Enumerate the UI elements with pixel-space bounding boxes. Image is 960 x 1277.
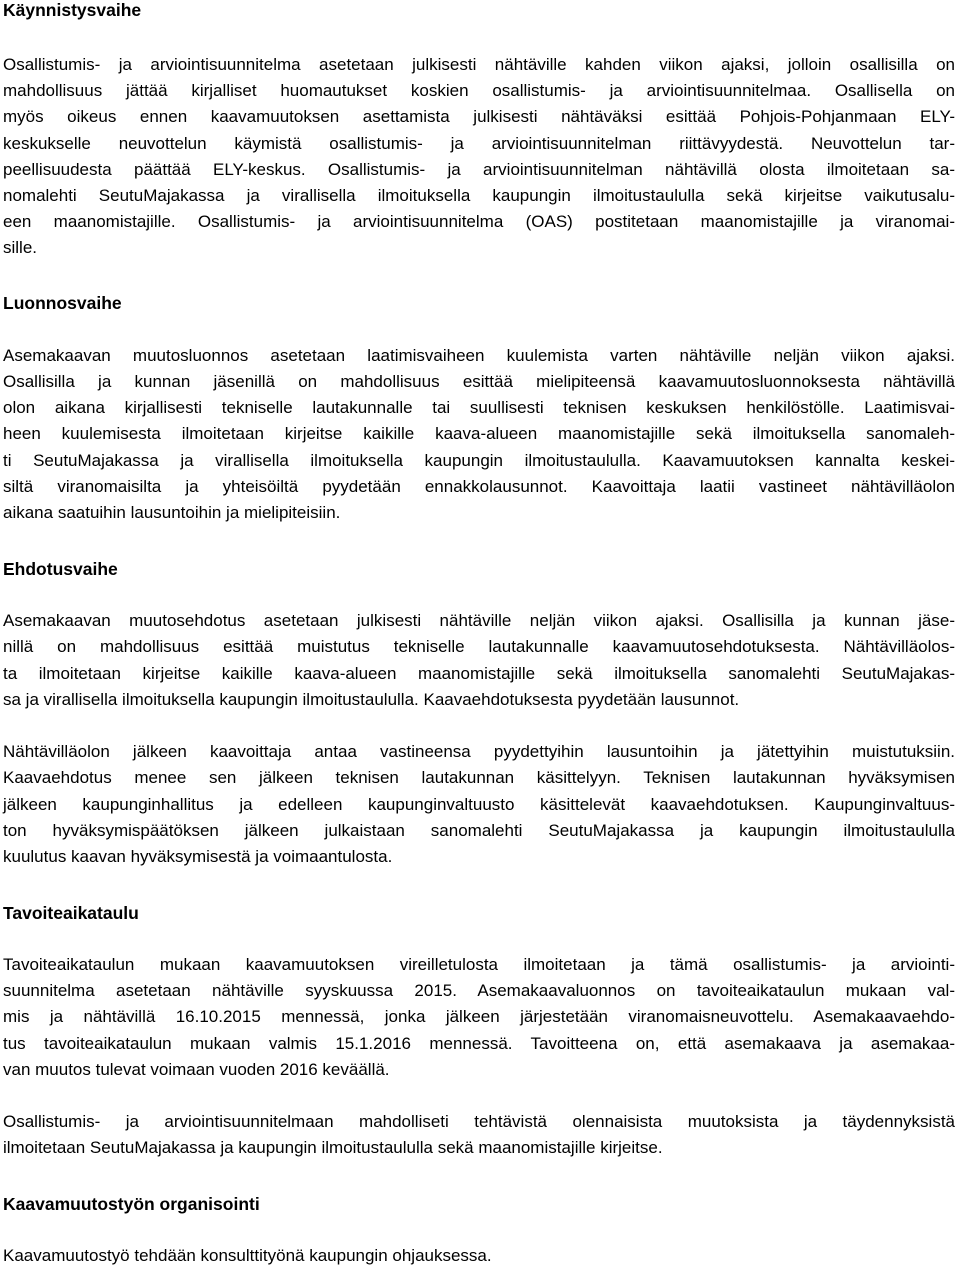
text-line: heen kuulemisesta ilmoitetaan kirjeitse kaikille kaava-alueen maanomistajille sekä ilmoituksella sanomaleh- xyxy=(3,424,955,443)
text-line: peellisuudesta päättää ELY-keskus. Osallistumis- ja arviointisuunnitelman nähtävillä olosta ilmoitetaan sa- xyxy=(3,160,955,179)
text-line: siltä viranomaisilta ja yhteisöiltä pyydetään ennakkolausunnot. Kaavoittaja laatii vastineet nähtävilläolon xyxy=(3,477,955,496)
text-line: ti SeutuMajakassa ja virallisella ilmoituksella kaupungin ilmoitustaululla. Kaavamuutoksen kannalta keskei- xyxy=(3,451,955,470)
section-heading-luonnosvaihe: Luonnosvaihe xyxy=(3,293,122,313)
text-line: nomalehti SeutuMajakassa ja virallisella ilmoituksella kaupungin ilmoitustaululla sekä kirjeitse vaikutusalu- xyxy=(3,186,955,205)
text-line: van muutos tulevat voimaan vuoden 2016 keväällä. xyxy=(3,1060,390,1079)
text-line: Osallistumis- ja arviointisuunnitelma asetetaan julkisesti nähtäville kahden viikon ajaksi, jolloin osallisilla on xyxy=(3,55,955,74)
text-line: Nähtävilläolon jälkeen kaavoittaja antaa vastineensa pyydettyihin lausuntoihin ja jätettyihin muistutuksiin. xyxy=(3,742,955,761)
text-line: keskukselle neuvottelun käymistä osallistumis- ja arviointisuunnitelman riittävyydestä. Neuvottelun tar- xyxy=(3,134,955,153)
text-line: Tavoiteaikataulun mukaan kaavamuutoksen vireilletulosta ilmoitetaan ja tämä osallistumis- ja arviointi- xyxy=(3,955,955,974)
text-line: Asemakaavan muutosluonnos asetetaan laatimisvaiheen kuulemista varten nähtäville neljän viikon ajaksi. xyxy=(3,346,955,365)
text-line: mahdollisuus jättää kirjalliset huomautukset koskien osallistumis- ja arviointisuunnitelmaa. Osallisella on xyxy=(3,81,955,100)
text-line: tus tavoiteaikataulun mukaan valmis 15.1.2016 mennessä. Tavoitteena on, että asemakaava ja asemakaa- xyxy=(3,1034,955,1053)
section-heading-kaynnistysvaihe: Käynnistysvaihe xyxy=(3,0,142,20)
text-line: Asemakaavan muutosehdotus asetetaan julkisesti nähtäville neljän viikon ajaksi. Osallisilla ja kunnan jäse- xyxy=(3,611,955,630)
section-heading-kaavamuutostyon-organisointi: Kaavamuutostyön organisointi xyxy=(3,1194,260,1214)
section-heading-ehdotusvaihe: Ehdotusvaihe xyxy=(3,559,118,579)
text-line: ton hyväksymispäätöksen jälkeen julkaistaan sanomalehti SeutuMajakassa ja kaupungin ilmoitustaululla xyxy=(3,821,955,840)
text-line: mis ja nähtävillä 16.10.2015 mennessä, jonka jälkeen järjestetään viranomaisneuvottelu. Asemakaavaehdo- xyxy=(3,1007,955,1026)
text-line: kuulutus kaavan hyväksymisestä ja voimaantulosta. xyxy=(3,847,393,866)
text-line: myös oikeus ennen kaavamuutoksen asettamista julkisesti nähtäväksi esittää Pohjois-Pohjanmaan ELY- xyxy=(3,107,955,126)
text-line: jälkeen kaupunginhallitus ja edelleen kaupunginvaltuusto käsittelevät kaavaehdotuksen. Kaupunginvaltuus- xyxy=(3,795,955,814)
text-line: suunnitelma asetetaan nähtäville syyskuussa 2015. Asemakaavaluonnos on tavoiteaikataulun mukaan val- xyxy=(3,981,955,1000)
text-line: Osallisilla ja kunnan jäsenillä on mahdollisuus esittää mielipiteensä kaavamuutosluonnoksesta nähtävillä xyxy=(3,372,955,391)
text-line: sille. xyxy=(3,238,38,257)
text-line: Kaavamuutostyö tehdään konsulttityönä kaupungin ohjauksessa. xyxy=(3,1246,492,1265)
text-line: olon aikana kirjallisesti tekniselle lautakunnalle tai suullisesti teknisen keskuksen henkilöstölle. Laatimisvai- xyxy=(3,398,955,417)
text-line: Kaavaehdotus menee sen jälkeen teknisen lautakunnan käsittelyyn. Teknisen lautakunnan hyväksymisen xyxy=(3,768,955,787)
text-line: sa ja virallisella ilmoituksella kaupungin ilmoitustaululla. Kaavaehdotuksesta pyydetään lausunnot. xyxy=(3,690,740,709)
text-line: nillä on mahdollisuus esittää muistutus tekniselle lautakunnalle kaavamuutosehdotuksesta. Nähtävilläolos- xyxy=(3,637,955,656)
text-line: Osallistumis- ja arviointisuunnitelmaan mahdolliseti tehtävistä olennaisista muutoksista ja täydennyksistä xyxy=(3,1112,955,1131)
text-line: ilmoitetaan SeutuMajakassa ja kaupungin ilmoitustaululla sekä maanomistajille kirjeitse. xyxy=(3,1138,663,1157)
section-heading-tavoiteaikataulu: Tavoiteaikataulu xyxy=(3,903,139,923)
text-line: aikana saatuihin lausuntoihin ja mielipiteisiin. xyxy=(3,503,341,522)
text-line: een maanomistajille. Osallistumis- ja arviointisuunnitelma (OAS) postitetaan maanomistajille ja viranomai- xyxy=(3,212,955,231)
text-line: ta ilmoitetaan kirjeitse kaikille kaava-alueen maanomistajille sekä ilmoituksella sanomalehti SeutuMajakas- xyxy=(3,664,955,683)
